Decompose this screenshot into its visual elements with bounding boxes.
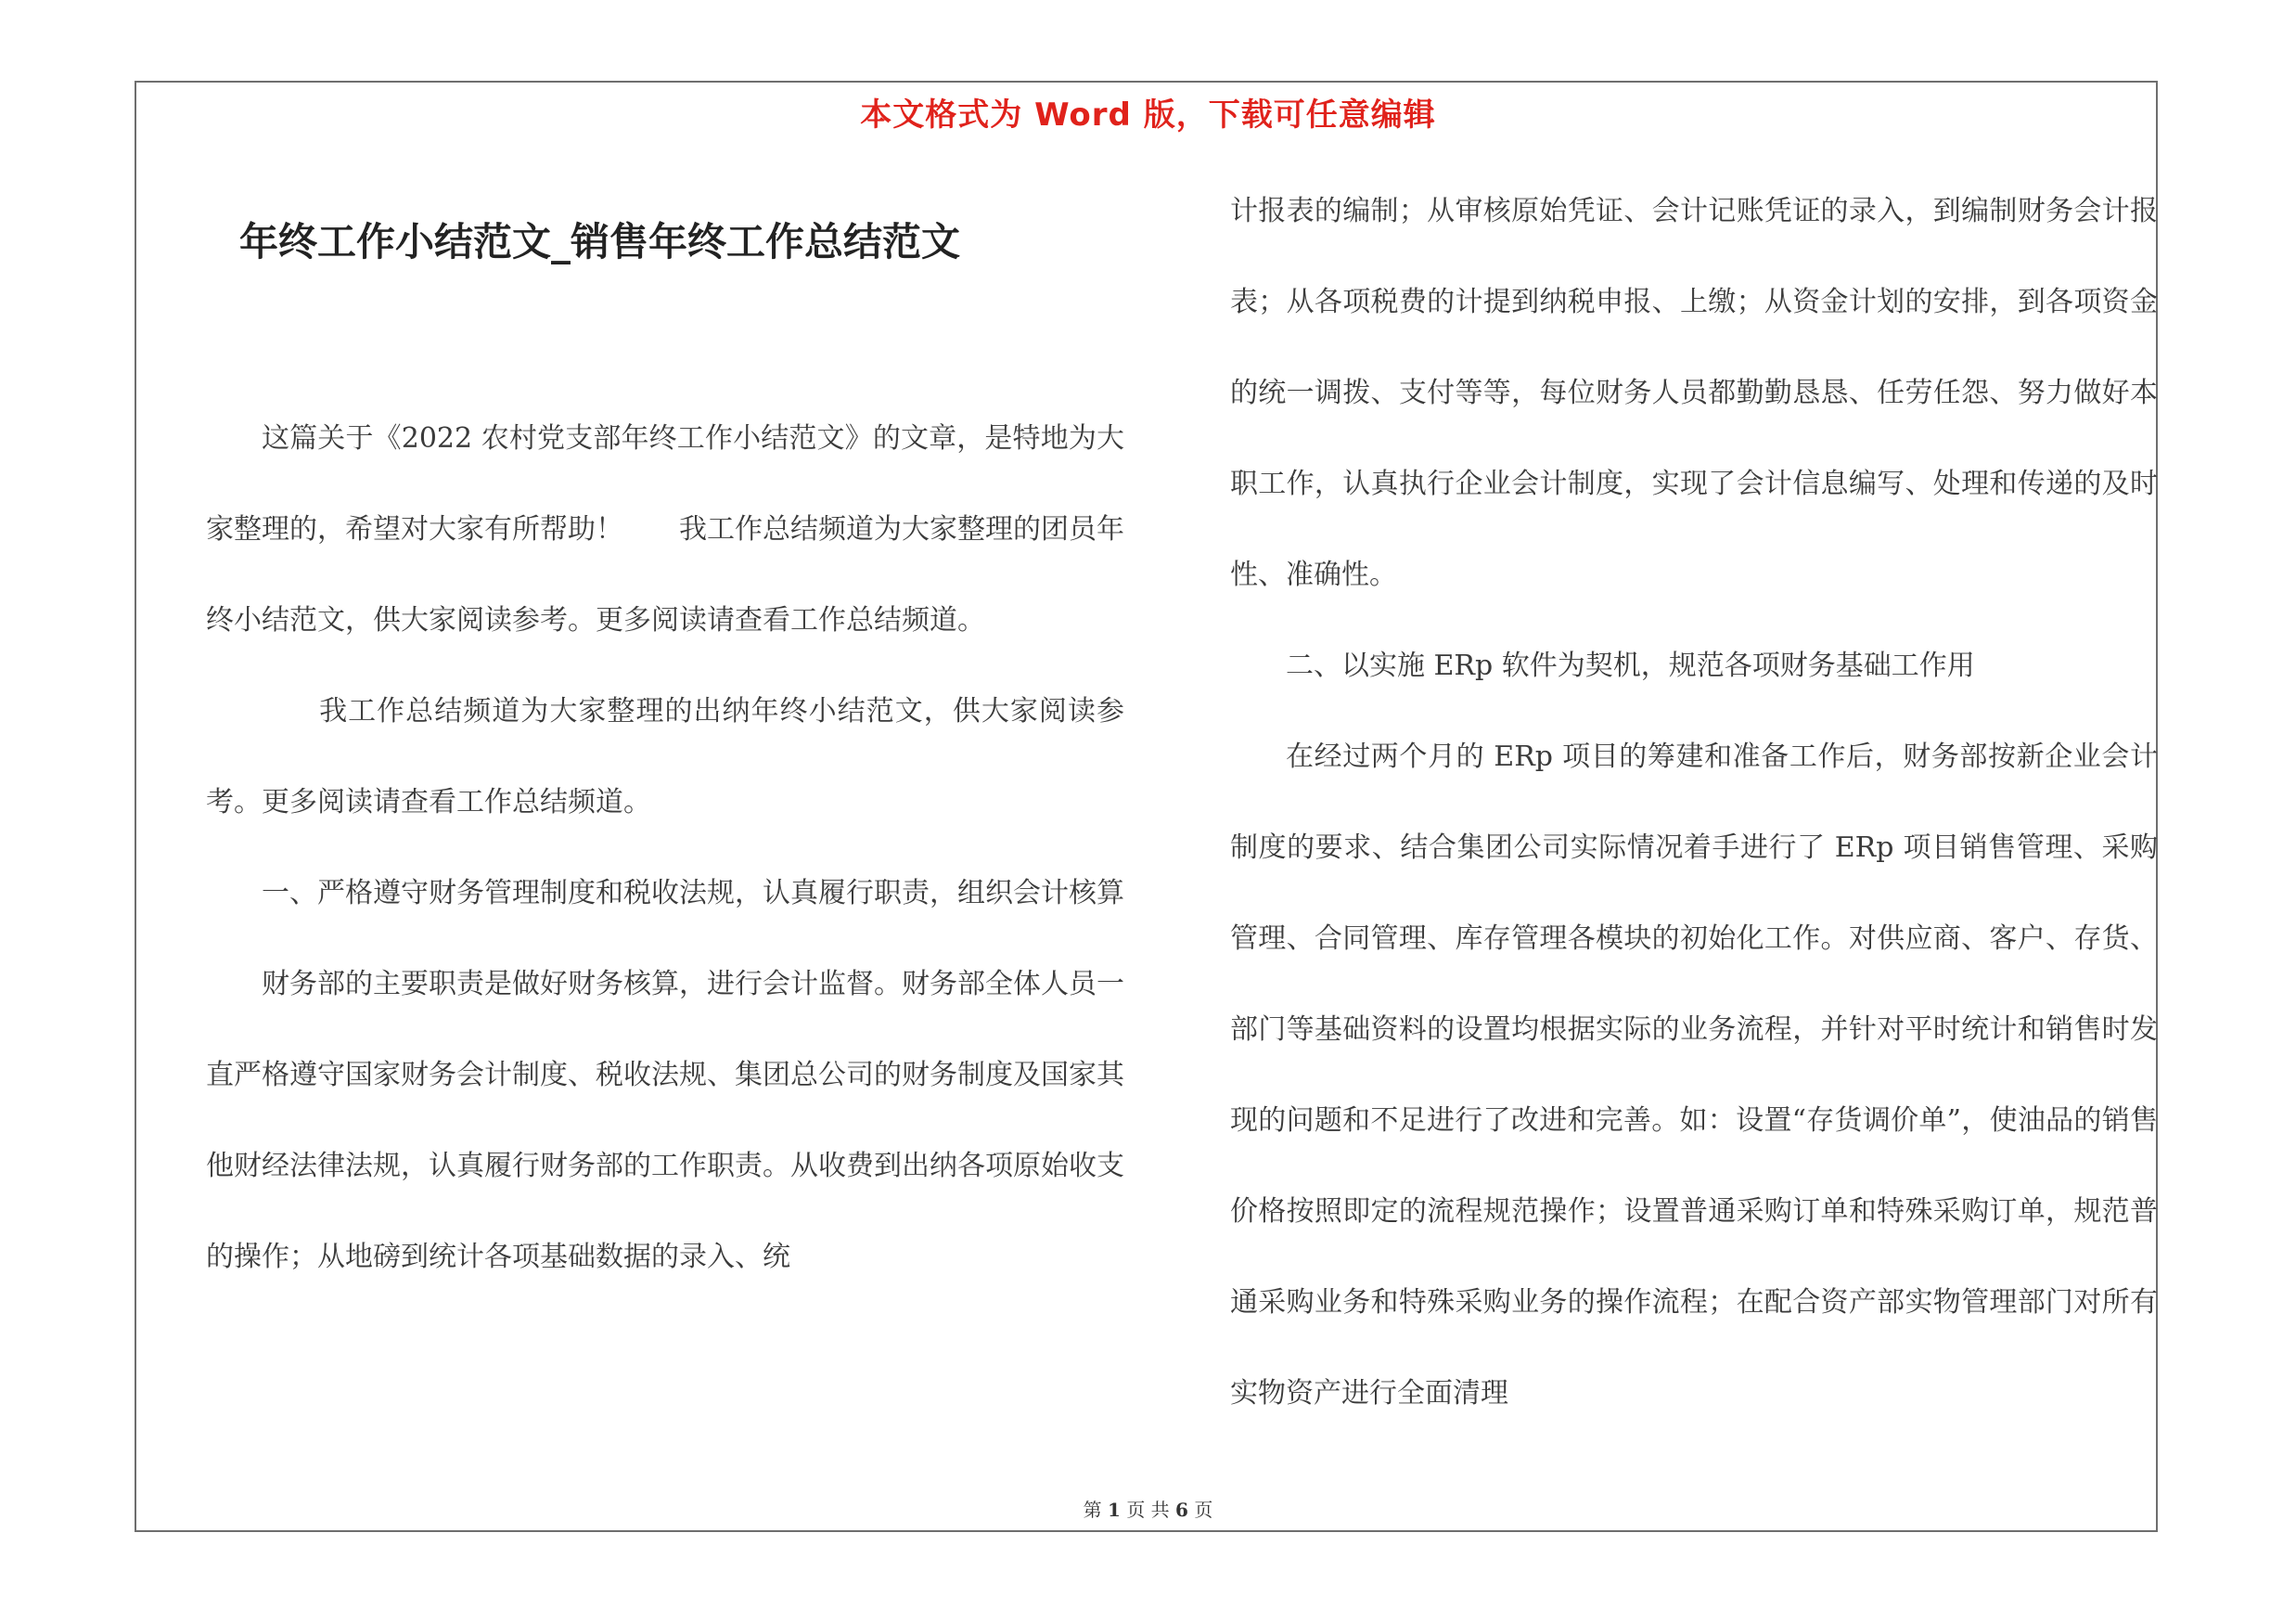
total-page-count: 6 xyxy=(1175,1499,1188,1521)
section-heading-2: 二、以实施 ERp 软件为契机，规范各项财务基础工作用 xyxy=(1286,650,1975,682)
paragraph-cashier-intro: 我工作总结频道为大家整理的出纳年终小结范文，供大家阅读参考。更多阅读请查看工作总结频道。 xyxy=(206,695,1124,818)
footer-suffix: 页 xyxy=(1194,1499,1213,1521)
paragraph-erp-project: 在经过两个月的 ERp 项目的筹建和准备工作后，财务部按新企业会计制度的要求、结合集团公司实际情况着手进行了 ERp 项目销售管理、采购管理、合同管理、库存管理各模块的初始化工作。对供应商、客户、存货、部门等基础资料的设置均根据实际的业务流程，并针对平时统计和销售时发现的问题和不足进行了改进和完善。如：设置“存货调价单”，使油品的销售价格按照即定的流程规范操作；设置普通采购订单和特殊采购订单，规范普通采购业务和特殊采购业务的操作流程；在配合资产部实物管理部门对所有实物资产进行全面清理 xyxy=(1230,741,2158,1410)
right-text-column xyxy=(1230,166,2158,1439)
section-heading-1: 一、严格遵守财务管理制度和税收法规，认真履行职责，组织会计核算 xyxy=(262,877,1124,909)
format-notice-banner: 本文格式为 Word 版，下载可任意编辑 xyxy=(860,97,1436,134)
document-title: 年终工作小结范文_销售年终工作总结范文 xyxy=(239,219,961,264)
page-footer xyxy=(0,1495,2296,1522)
paragraph-intro: 这篇关于《2022 农村党支部年终工作小结范文》的文章，是特地为大家整理的，希望对大家有所帮助！ 我工作总结频道为大家整理的团员年终小结范文，供大家阅读参考。更多阅读请查看工作总结频道。 xyxy=(206,422,1124,637)
current-page-number: 1 xyxy=(1108,1499,1121,1521)
paragraph-continued: 计报表的编制；从审核原始凭证、会计记账凭证的录入，到编制财务会计报表；从各项税费的计提到纳税申报、上缴；从资金计划的安排，到各项资金的统一调拨、支付等等，每位财务人员都勤勤恳恳、任劳任怨、努力做好本职工作，认真执行企业会计制度，实现了会计信息编写、处理和传递的及时性、准确性。 xyxy=(1230,195,2158,591)
footer-prefix: 第 xyxy=(1083,1499,1102,1521)
paragraph-finance-duties: 财务部的主要职责是做好财务核算，进行会计监督。财务部全体人员一直严格遵守国家财务会计制度、税收法规、集团总公司的财务制度及国家其他财经法律法规，认真履行财务部的工作职责。从收费到出纳各项原始收支的操作；从地磅到统计各项基础数据的录入、统 xyxy=(206,968,1124,1273)
footer-middle: 页 共 xyxy=(1126,1499,1170,1521)
left-text-column xyxy=(206,393,1124,1303)
